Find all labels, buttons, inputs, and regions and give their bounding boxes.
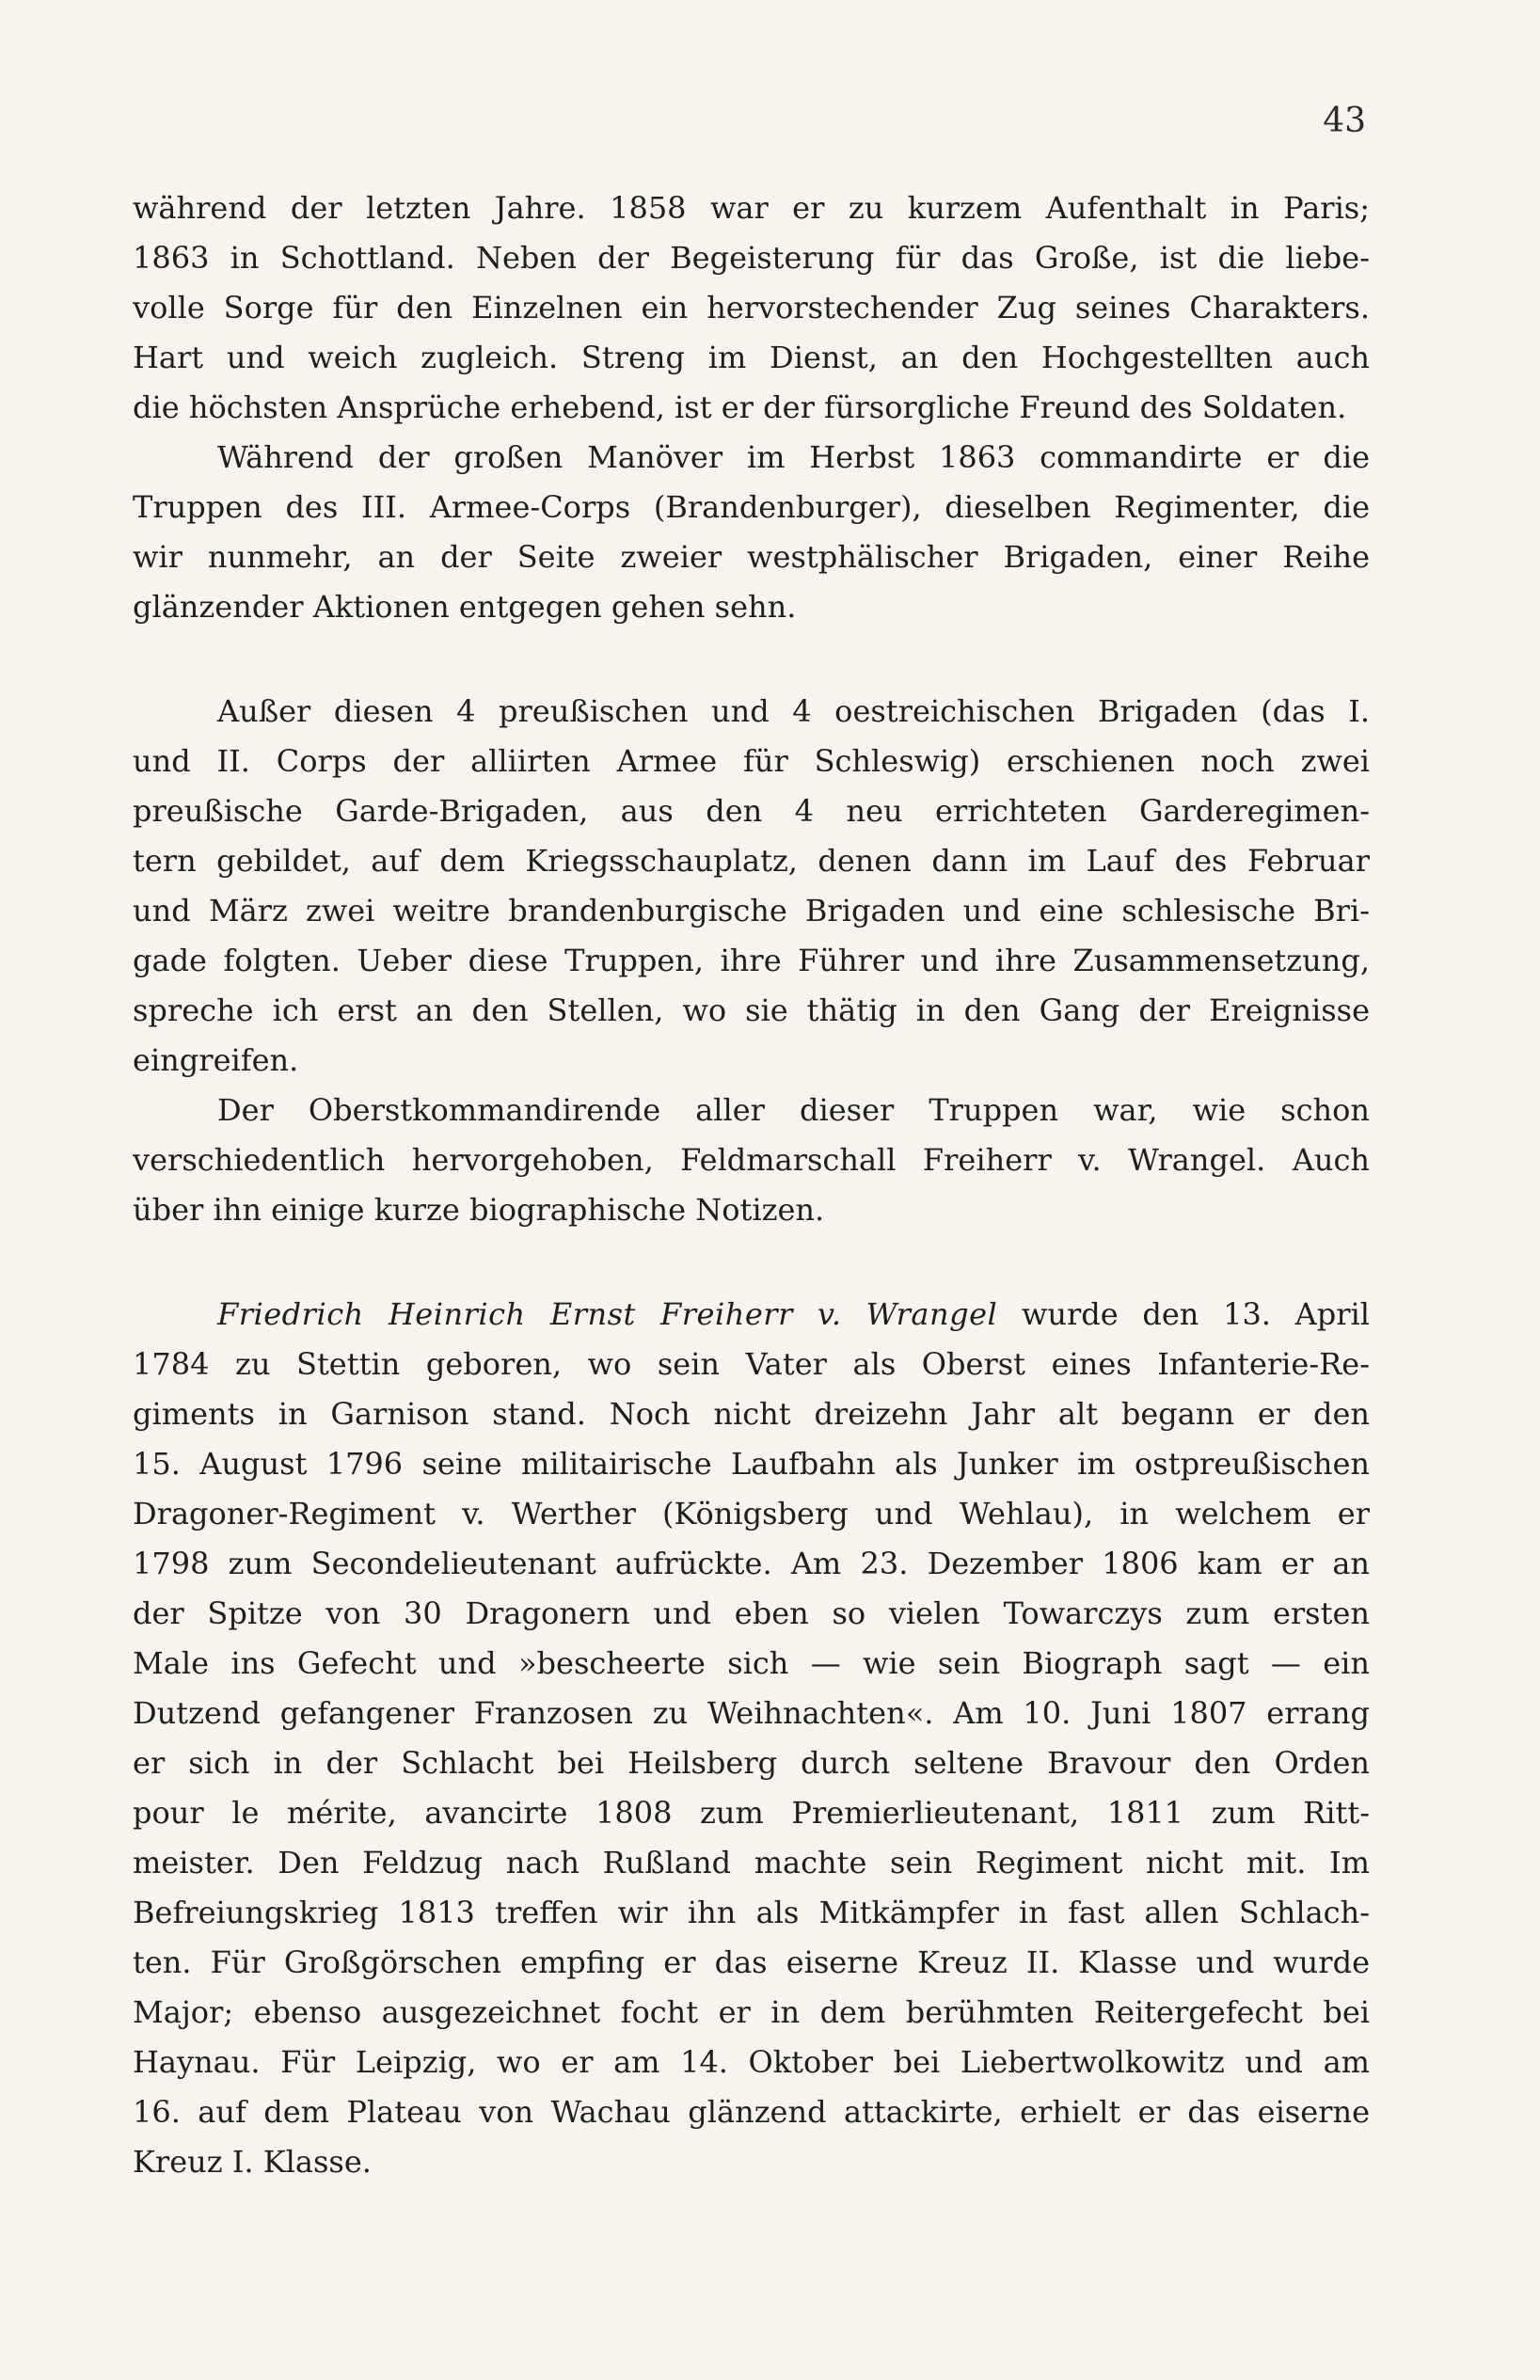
paragraph-5 xyxy=(133,1290,1370,2187)
text-line: 1784 zu Stettin geboren, wo sein Vater als Oberst eines Infanterie-Re- xyxy=(133,1346,1370,1382)
paragraph-1 xyxy=(133,183,1370,433)
text-line-with-name xyxy=(133,1290,1370,1340)
text-line: Major; ebenso ausgezeichnet focht er in dem berühmten Reitergefecht bei xyxy=(133,1994,1370,2030)
text-line: der Spitze von 30 Dragonern und eben so vielen Towarczys zum ersten xyxy=(133,1595,1370,1631)
text-line: während der letzten Jahre. 1858 war er zu kurzem Aufenthalt in Paris; xyxy=(133,190,1370,226)
text-line: ten. Für Großgörschen empfing er das eiserne Kreuz II. Klasse und wurde xyxy=(133,1944,1370,1980)
paragraph-2 xyxy=(133,433,1370,632)
text-line: er sich in der Schlacht bei Heilsberg durch seltene Bravour den Orden xyxy=(133,1745,1370,1781)
text-line: Befreiungskrieg 1813 treffen wir ihn als Mitkämpfer in fast allen Schlach- xyxy=(133,1895,1370,1930)
person-name: Friedrich Heinrich Ernst Freiherr v. Wrangel xyxy=(217,1296,998,1332)
paragraph-3 xyxy=(133,687,1370,1086)
text-line: wir nunmehr, an der Seite zweier westphälischer Brigaden, einer Reihe xyxy=(133,539,1370,575)
text-line: meister. Den Feldzug nach Rußland machte sein Regiment nicht mit. Im xyxy=(133,1845,1370,1880)
text-line: eingreifen. xyxy=(133,1042,299,1078)
text-line: preußische Garde-Brigaden, aus den 4 neu errichteten Garderegimen- xyxy=(133,793,1370,829)
paragraph-gap xyxy=(133,632,1370,687)
text-line: und II. Corps der alliirten Armee für Schleswig) erschienen noch zwei xyxy=(133,743,1370,779)
text-line: Während der großen Manöver im Herbst 1863 commandirte er die xyxy=(217,439,1370,475)
text-line: 16. auf dem Plateau von Wachau glänzend attackirte, erhielt er das eiserne xyxy=(133,2094,1370,2130)
text-line: pour le mérite, avancirte 1808 zum Premierlieutenant, 1811 zum Ritt- xyxy=(133,1795,1370,1831)
text-line: und März zwei weitre brandenburgische Brigaden und eine schlesische Bri- xyxy=(133,893,1370,928)
text-line: Dutzend gefangener Franzosen zu Weihnachten«. Am 10. Juni 1807 errang xyxy=(133,1695,1370,1731)
page-number: 43 xyxy=(1323,102,1366,140)
text-line: Male ins Gefecht und »bescheerte sich — wie sein Biograph sagt — ein xyxy=(133,1645,1370,1681)
text-line: verschiedentlich hervorgehoben, Feldmarschall Freiherr v. Wrangel. Auch xyxy=(133,1142,1370,1178)
text-line: 15. August 1796 seine militairische Laufbahn als Junker im ostpreußischen xyxy=(133,1446,1370,1482)
text-fragment: wurde den 13. April xyxy=(1021,1296,1370,1332)
text-line: gade folgten. Ueber diese Truppen, ihre Führer und ihre Zusammensetzung, xyxy=(133,943,1370,978)
text-line: giments in Garnison stand. Noch nicht dreizehn Jahr alt begann er den xyxy=(133,1396,1370,1432)
text-line: Hart und weich zugleich. Streng im Dienst, an den Hochgestellten auch xyxy=(133,340,1370,375)
text-line: 1798 zum Secondelieutenant aufrückte. Am 23. Dezember 1806 kam er an xyxy=(133,1546,1370,1581)
text-line: Truppen des III. Armee-Corps (Brandenburger), dieselben Regimenter, die xyxy=(133,489,1370,525)
paragraph-gap xyxy=(133,1235,1370,1290)
text-line: volle Sorge für den Einzelnen ein hervorstechender Zug seines Charakters. xyxy=(133,290,1370,325)
text-line: glänzender Aktionen entgegen gehen sehn. xyxy=(133,589,797,625)
text-line: die höchsten Ansprüche erhebend, ist er der fürsorgliche Freund des Soldaten. xyxy=(133,389,1347,425)
text-line: Dragoner-Regiment v. Werther (Königsberg und Wehlau), in welchem er xyxy=(133,1496,1370,1531)
text-line: spreche ich erst an den Stellen, wo sie thätig in den Gang der Ereignisse xyxy=(133,992,1370,1028)
text-line: Kreuz I. Klasse. xyxy=(133,2144,372,2180)
text-line: Haynau. Für Leipzig, wo er am 14. Oktober bei Liebertwolkowitz und am xyxy=(133,2044,1370,2080)
text-line: 1863 in Schottland. Neben der Begeisterung für das Große, ist die liebe- xyxy=(133,240,1370,276)
body-text xyxy=(133,183,1370,2187)
text-line: über ihn einige kurze biographische Notizen. xyxy=(133,1192,825,1228)
text-line: tern gebildet, auf dem Kriegsschauplatz, denen dann im Lauf des Februar xyxy=(133,843,1370,879)
text-line: Der Oberstkommandirende aller dieser Truppen war, wie schon xyxy=(217,1092,1370,1128)
paragraph-4 xyxy=(133,1086,1370,1235)
text-line: Außer diesen 4 preußischen und 4 oestreichischen Brigaden (das I. xyxy=(217,693,1370,729)
